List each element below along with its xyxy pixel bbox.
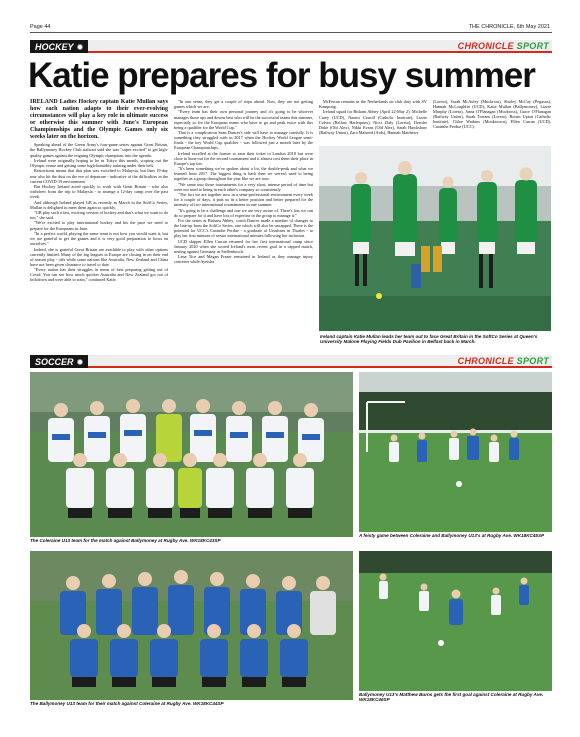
ballymoney-photo-illustration [30, 551, 353, 700]
paragraph: "In one sense, they get a couple of steps ahead. Now, they are not getting games which we are. [174, 99, 313, 110]
paragraph: And although Ireland played GB as recently as March in the SoftCo Series, Mullan is delighted to meet them again so quickly. [30, 199, 168, 210]
paragraph: Lena Tice and Megan Frazer remained in Ireland as they manage injury concerns while Ayeisha [174, 254, 313, 265]
paragraph: For the series at Bisham Abbey, coach Dancer made a number of changes to the line-up from the SoftCo Series, one which will also be uncapped. There is the potential for UCC's Caoimhe Perdue - a graduate of Ursulines in Thurles - to play her first minutes of senior international minutes following her inclusion. [174, 218, 313, 239]
article-intro: IRELAND Ladies Hockey captain Katie Mullan says how each nation adapts to their ever-evolving circumstances will play a key role in ultimate success or otherwise this summer with June's European Championships and the Olympic Games only six weeks later on the horizon. [30, 99, 168, 140]
article-column-4 [433, 99, 551, 143]
paragraph: "We came into those tournaments for a very short, intense period of time but were not used to being in each other's company so consistently. [174, 181, 313, 192]
brand-chronicle: CHRONICLE [457, 356, 514, 366]
soccer-section-tab [30, 355, 88, 368]
coleraine-team-photo [30, 372, 353, 537]
chronicle-sport-logo [458, 41, 549, 51]
paragraph: Ireland squad for Bisham Abbey (April 22-May 2): Michelle Carey (UCD), Naomi Carroll (Catholic Institute), Lizzie Colvin (Belfast Harlequins), Nicci Daly (Loreto), Deirdre Duke (Old Alex), Nikki Evans (Old Alex), Sarah Hawkshaw (Railway Union), Zara Malseed (Ards), Hannah Matthews [319, 109, 427, 135]
paragraph: "Every team has their own personal journey and it's going to be whoever manages those ups and downs best who will be the successful teams this summer, especially so for the European teams who have to go and peak twice with this being a qualifier for the World Cup." [174, 109, 313, 130]
chronicle-sport-logo [458, 356, 549, 366]
paragraph: But Hockey Ireland acted quickly to work with Great Britain - who also withdrew from the trip to Malaysia - to arrange a 12-day camp over the past week. [30, 183, 168, 200]
page-number: Page 44 [30, 24, 51, 30]
headline: Katie prepares for busy summer [28, 56, 535, 95]
brand-sport: SPORT [516, 356, 549, 366]
paragraph: (Loreto), Sarah McAuley (Muckross), Shirley McCay (Pegasus), Hannah McLoughlin (UCD), Katie Mullan (Ballymoney), Lizzie Murphy (Loreto), Anna O'Flanagan (Muckross), Grace O'Flanagan (Railway Union), Sarah Torrans (Loreto), Roisin Upton (Catholic Institute), Chloe Watkins (Monkstown), Ellen Curran (UCD), Caoimhe Perdue (UCC). [433, 99, 551, 130]
brand-chronicle: CHRONICLE [457, 41, 514, 51]
soccer-tab-label: SOCCER [35, 356, 74, 367]
paragraph: That is a complication Sean Dancer's side will have to manage carefully. It is something they struggled with in 2017 when the Hockey World League semi-finals - the key World Cup qualifier - was followed just a month later by the European Championships. [174, 130, 313, 151]
paragraph: Ireland were originally hoping to be in Tokyo this month, scoping out the Olympic venue and getting some high-humidity training under their belt. [30, 157, 168, 169]
coleraine-team-caption: The Coleraine U13 team for the match against Ballymoney at Rugby Ave. WK18KC43SP [30, 538, 221, 543]
hockey-photo-caption: Ireland captain Katie Mullan leads her team out to face Great Britain in the SoftCo Series at Queen's University Malone Playing Fields Dub Pavilion in Belfast back in March. [320, 334, 538, 345]
brand-sport: SPORT [516, 41, 549, 51]
hockey-tab-label: HOCKEY [35, 41, 74, 52]
paragraph: Ireland excelled at the former to earn their ticket to London 2018 but were close to burn-out for the second tournament and it almost cost them their place in Europe's top tier. [174, 150, 313, 166]
feisty-game-caption: A feisty game between Coleraine and Ballymoney U13's at Rugby Ave. WK18KC45SP [359, 533, 545, 538]
first-goal-illustration [359, 551, 552, 691]
paragraph: Restrictions meant that that plan was switched to Malaysia, but then 19-day tour also hit the dust on the eve of departure - indicative of the difficulties in the current COVID-19 environment. [30, 168, 168, 184]
header-rule [30, 32, 552, 33]
article-column-1 [30, 99, 168, 349]
first-goal-photo [359, 551, 552, 691]
hockey-section-tab [30, 40, 88, 53]
paragraph: McFerran remains in the Netherlands on club duty with SV Kampong. [319, 99, 427, 110]
paragraph: "It's going to be a challenge and one we are very aware of. There's lots we can do to prepare for it and have lots of expertise in the group to manage it." [174, 207, 313, 218]
soccer-ball-icon [77, 359, 83, 365]
feisty-game-illustration [359, 372, 552, 532]
paragraph: "The fact we are together now in a semi-professional environment every week for a couple of days, it puts us in a better position and better prepared for the intensity of two international tournaments in one summer. [174, 192, 313, 208]
paragraph: "We're excited to play international hockey and his the pace we need to prepare for the Europeans in June. [30, 220, 168, 231]
paragraph: Indeed, she is grateful Great Britain are available to play with other options currently limited. Many of the big leagues in Europe are closing in on their end of season play - offs while some nations like Australia, New Zealand and China have not been given clearance to travel to date. [30, 246, 168, 267]
paragraph: "GB play such a fast, exciting version of hockey and that's what we want to do too," she said. [30, 210, 168, 221]
hockey-photo-illustration [319, 146, 551, 331]
paragraph: "Every nation has their struggles in terms of best preparing getting out of Covid. You can see how much quicker Australia and New Zealand got out of lockdown and were able to train," continued Katie. [30, 267, 168, 283]
article-column-2 [174, 99, 313, 349]
coleraine-photo-illustration [30, 372, 353, 537]
hockey-match-photo [319, 146, 551, 331]
publication-date: THE CHRONICLE, 6th May 2021 [468, 24, 550, 30]
paragraph: UCD skipper Ellen Curran returned for her first international camp since January 2020 when she scored Ireland's most recent goal in a capped match, netting against Germany in Stellenbosch. [174, 238, 313, 254]
ballymoney-team-caption: The Ballymoney U13 team for their match against Coleraine at Rugby Ave. WK18KC44SP [30, 701, 224, 706]
paragraph: Speaking ahead of the Green Army's four-game series against Great Britain, the Ballymoney Hockey Club stalwart said she was "super excited" to get high-quality games against the reigning Olympic champions into the agenda. [30, 142, 168, 158]
feisty-game-photo [359, 372, 552, 532]
article-column-3 [319, 99, 427, 143]
paragraph: "In a perfect world, playing the same team is not how you would want it, but we are grateful to get the games and it is very good preparation to focus on ourselves." [30, 230, 168, 247]
hockey-ball-icon [77, 44, 83, 50]
first-goal-caption: Ballymoney U13's Matthew Burns gets the first goal against Coleraine at Rugby Ave. WK18KC46SP [359, 692, 544, 703]
paragraph: "It's been something we've spoken about a lot, the double-peak and what we learned from 2017. The biggest thing is back then we weren't used to being together as a group throughout the year like we are now. [174, 166, 313, 182]
ballymoney-team-photo [30, 551, 353, 700]
